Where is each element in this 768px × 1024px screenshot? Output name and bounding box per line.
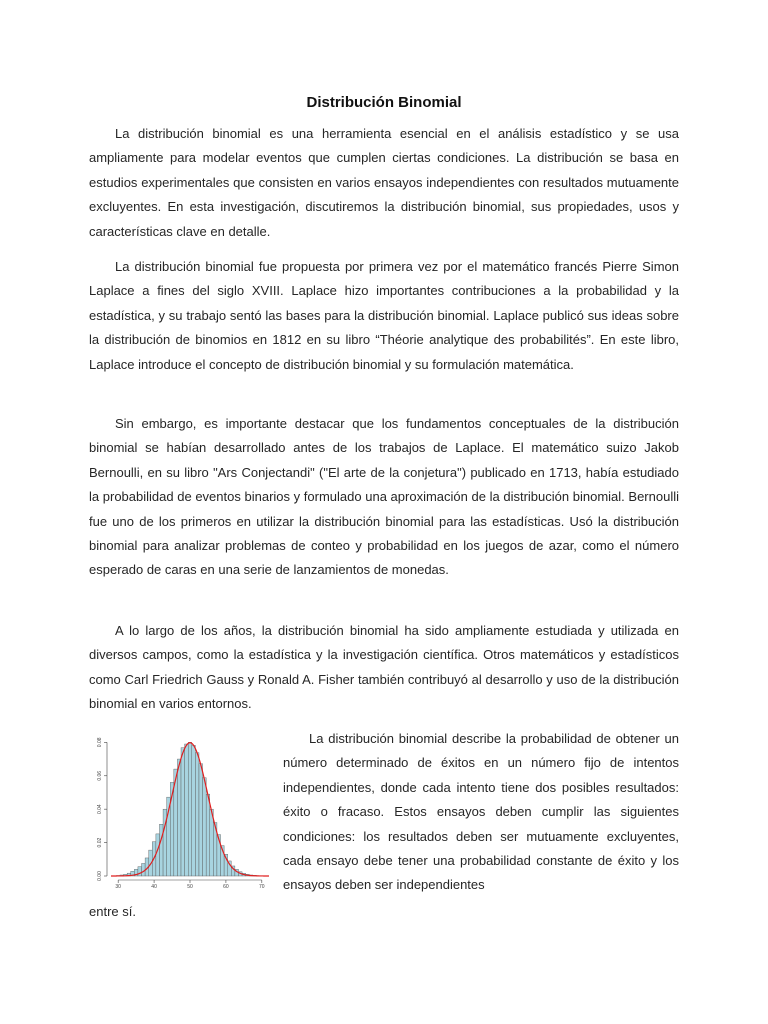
histogram-bar: [181, 748, 185, 876]
histogram-bar: [195, 753, 199, 876]
y-tick-label: 0.04: [97, 804, 103, 815]
histogram-figure: [89, 728, 275, 888]
histogram-bar: [177, 759, 181, 876]
x-tick-label: 30: [115, 884, 121, 888]
x-tick-label: 50: [187, 884, 193, 888]
histogram-bar: [203, 778, 207, 876]
histogram-bar: [192, 745, 196, 876]
histogram-bar: [188, 742, 192, 876]
histogram-bar: [159, 824, 163, 876]
paragraph-definition-tail: entre sí.: [89, 904, 136, 919]
y-tick-label: 0.08: [97, 737, 103, 748]
paragraph-laplace: La distribución binomial fue propuesta por primera vez por el matemático francés Pierre Simon Laplace a fines del siglo XVIII. Laplace hizo importantes contribuciones a la probabilidad y la estadística, y su trabajo sentó las bases para la distribución binomial. Laplace publicó sus ideas sobre la distribución de binomios en 1812 en su libro “Théorie analytique des probabilités”. En este libro, Laplace introduce el concepto de distribución binomial y su formulación matemática.: [89, 259, 679, 372]
histogram-bar: [138, 867, 142, 876]
paragraph-definition: La distribución binomial describe la probabilidad de obtener un número determinado de éxitos en un número fijo de intentos independientes, donde cada intento tiene dos posibles resultados: éxito o fracaso. Estos ensayos deben cumplir las siguientes condiciones: los resultados deben ser mutuamente excluyentes, cada ensayo debe tener una probabilidad constante de éxito y los ensayos deben ser independientes: [283, 731, 679, 893]
x-tick-label: 40: [151, 884, 157, 888]
histogram-bar: [142, 863, 146, 876]
paragraph-intro: La distribución binomial es una herramienta esencial en el análisis estadístico y se usa ampliamente para modelar eventos que cumplen ciertas condiciones. La distribución se basa en estudios experimentales que consisten en varios ensayos independientes con resultados mutuamente excluyentes. En esta investigación, discutiremos la distribución binomial, sus propiedades, usos y características clave en detalle.: [89, 126, 679, 239]
document-title: Distribución Binomial: [306, 94, 462, 111]
y-tick-label: 0.06: [97, 770, 103, 781]
histogram-bar: [199, 764, 203, 876]
y-tick-label: 0.02: [97, 837, 103, 848]
y-tick-label: 0.00: [97, 871, 103, 881]
histogram-chart: [89, 728, 275, 888]
paragraph-bernoulli: Sin embargo, es importante destacar que los fundamentos conceptuales de la distribución binomial se habían desarrollado antes de los trabajos de Laplace. El matemático suizo Jakob Bernoulli, en su libro "Ars Conjectandi" ("El arte de la conjetura") publicado en 1713, había estudiado la probabilidad de eventos binarios y formulado una aproximación de la distribución binomial. Bernoulli fue uno de los primeros en utilizar la distribución binomial para las estadísticas. Usó la distribución binomial para analizar problemas de conteo y probabilidad en los juegos de azar, como el número esperado de caras en una serie de lanzamientos de monedas.: [89, 416, 679, 578]
histogram-bar: [156, 834, 160, 876]
paragraph-history: A lo largo de los años, la distribución binomial ha sido ampliamente estudiada y utilizada en diversos campos, como la estadística y la investigación científica. Otros matemáticos y estadísticos como Carl Friedrich Gauss y Ronald A. Fisher también contribuyó al desarrollo y uso de la distribución binomial en varios entornos.: [89, 623, 679, 712]
histogram-bar: [185, 744, 189, 876]
x-tick-label: 60: [223, 884, 229, 888]
histogram-bar: [210, 809, 214, 876]
histogram-bar: [206, 794, 210, 876]
x-tick-label: 70: [259, 884, 265, 888]
